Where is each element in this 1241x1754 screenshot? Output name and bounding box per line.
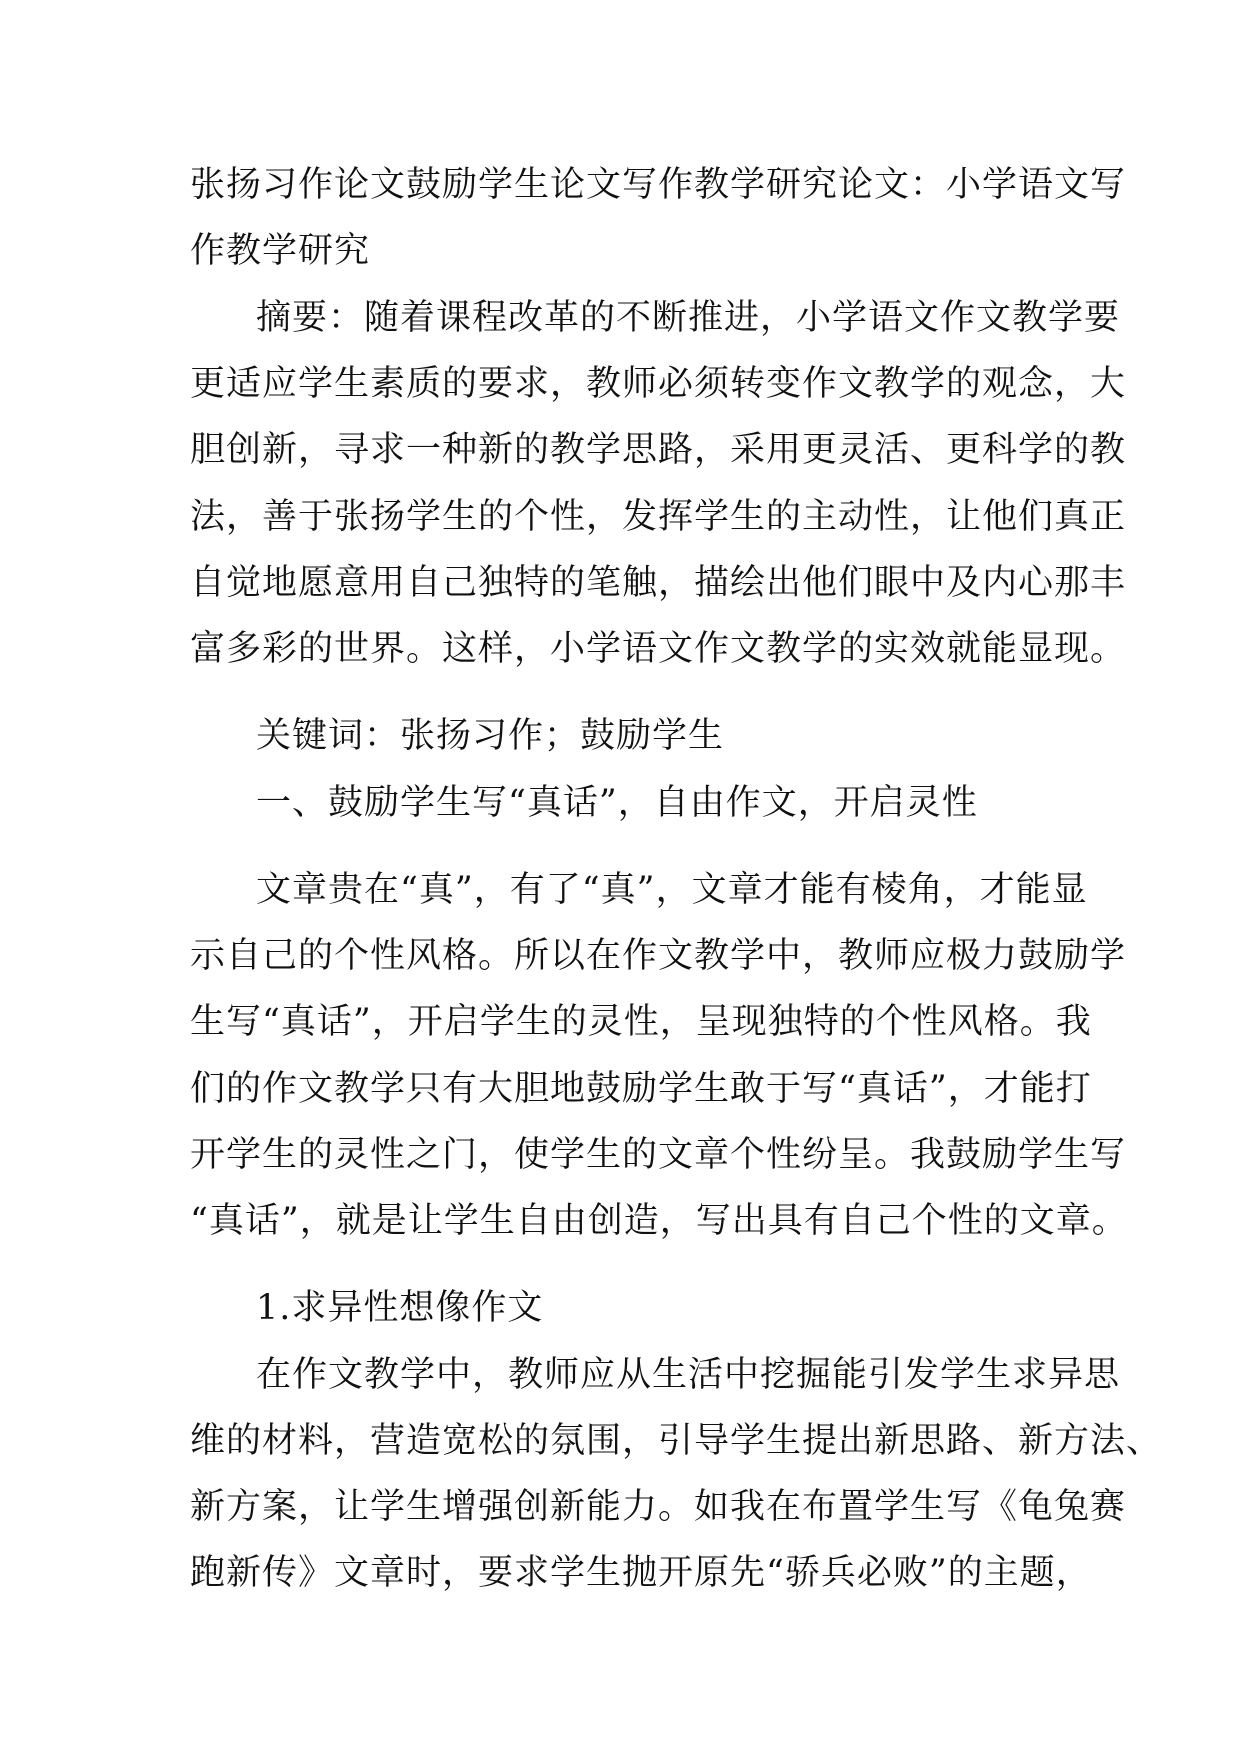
section-line-5: 开学生的灵性之门，使学生的文章个性纷呈。我鼓励学生写 [190,1135,1127,1175]
abstract-line-1: 摘要：随着课程改革的不断推进，小学语文作文教学要 [256,298,1121,338]
section-heading: 一、鼓励学生写“真话”，自由作文，开启灵性 [256,783,978,823]
section-line-6: “真话”，就是让学生自由创造，写出具有自己个性的文章。 [190,1201,1128,1241]
sub-line-4: 跑新传》文章时，要求学生抛开原先“骄兵必败”的主题， [190,1553,1092,1593]
sub-line-1: 在作文教学中，教师应从生活中挖掘能引发学生求异思 [256,1355,1121,1395]
abstract-line-3: 胆创新，寻求一种新的教学思路，采用更灵活、更科学的教 [190,430,1127,470]
keywords-line: 关键词：张扬习作；鼓励学生 [256,716,725,756]
abstract-line-2: 更适应学生素质的要求，教师必须转变作文教学的观念，大 [190,364,1127,404]
abstract-line-4: 法，善于张扬学生的个性，发挥学生的主动性，让他们真正 [190,497,1127,537]
title-line-1: 张扬习作论文鼓励学生论文写作教学研究论文：小学语文写 [190,165,1127,205]
section-line-4: 们的作文教学只有大胆地鼓励学生敢于写“真话”，才能打 [190,1069,1092,1109]
subheading: 1.求异性想像作文 [256,1288,544,1328]
section-line-1: 文章贵在“真”，有了“真”，文章才能有棱角，才能显 [256,870,1088,910]
abstract-line-6: 富多彩的世界。这样，小学语文作文教学的实效就能显现。 [190,629,1127,669]
title-line-2: 作教学研究 [190,231,371,271]
abstract-line-5: 自觉地愿意用自己独特的笔触，描绘出他们眼中及内心那丰 [190,563,1127,603]
sub-line-3: 新方案，让学生增强创新能力。如我在布置学生写《龟兔赛 [190,1487,1127,1527]
sub-line-2: 维的材料，营造宽松的氛围，引导学生提出新思路、新方法、 [190,1421,1163,1461]
section-line-2: 示自己的个性风格。所以在作文教学中，教师应极力鼓励学 [190,936,1127,976]
section-line-3: 生写“真话”，开启学生的灵性，呈现独特的个性风格。我 [190,1002,1092,1042]
